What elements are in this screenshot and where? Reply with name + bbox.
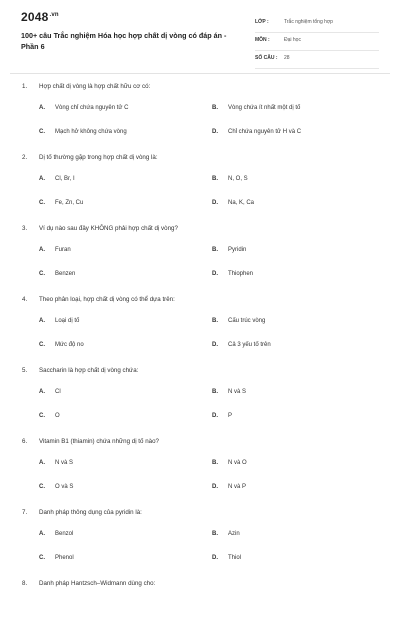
option-text: N và O: [228, 460, 247, 466]
answer-option-d[interactable]: [212, 484, 246, 490]
question-text: Saccharin là hợp chất dị vòng chứa:: [39, 367, 139, 374]
answer-option-a[interactable]: [39, 460, 73, 466]
option-letter: D.: [212, 413, 218, 419]
answer-option-d[interactable]: [212, 413, 232, 419]
question-item: [0, 500, 400, 571]
option-letter: C.: [39, 129, 45, 135]
option-letter: D.: [212, 555, 218, 561]
option-letter: B.: [212, 318, 218, 324]
answer-option-c[interactable]: [39, 129, 127, 135]
option-letter: C.: [39, 271, 45, 277]
option-letter: B.: [212, 105, 218, 111]
option-text: P: [228, 413, 233, 419]
meta-label: SỐ CÂU :: [255, 55, 278, 61]
option-text: Chỉ chứa nguyên tử H và C: [228, 129, 302, 135]
option-letter: B.: [212, 176, 218, 182]
question-number: 4.: [22, 296, 28, 303]
answer-option-d[interactable]: [212, 271, 253, 277]
option-text: O và S: [55, 484, 74, 490]
answer-option-b[interactable]: [212, 105, 300, 111]
option-text: Cl: [55, 389, 61, 395]
question-number: 7.: [22, 509, 28, 516]
option-text: N và S: [55, 460, 74, 466]
question-item: [0, 429, 400, 500]
option-letter: A.: [39, 531, 45, 537]
option-letter: B.: [212, 389, 218, 395]
option-text: Benzen: [55, 271, 76, 277]
logo-text: 2048: [21, 10, 49, 24]
option-letter: C.: [39, 555, 45, 561]
question-number: 6.: [22, 438, 28, 445]
meta-row-subject: [255, 34, 379, 51]
option-text: Thiophen: [228, 271, 254, 277]
question-text: Danh pháp Hantzsch–Widmann dùng cho:: [39, 580, 156, 587]
answer-option-a[interactable]: [39, 176, 75, 182]
answer-option-c[interactable]: [39, 200, 83, 206]
answer-option-b[interactable]: [212, 389, 246, 395]
option-text: Mức độ no: [55, 342, 84, 348]
option-letter: A.: [39, 176, 45, 182]
answer-option-d[interactable]: [212, 342, 271, 348]
option-text: O: [55, 413, 60, 419]
document-title: 100+ câu Trắc nghiệm Hóa học hợp chất dị vòng có đáp án - Phần 6: [21, 31, 227, 51]
answer-option-d[interactable]: [212, 200, 254, 206]
option-letter: C.: [39, 342, 45, 348]
meta-label: MÔN :: [255, 37, 270, 43]
option-letter: A.: [39, 389, 45, 395]
option-text: Phenol: [55, 555, 74, 561]
answer-option-b[interactable]: [212, 460, 247, 466]
question-text: Vitamin B1 (thiamin) chứa những dị tố nào?: [39, 438, 159, 445]
option-text: Benzol: [55, 531, 74, 537]
answer-option-c[interactable]: [39, 271, 75, 277]
option-text: Mạch hở không chứa vòng: [55, 129, 127, 135]
answer-option-a[interactable]: [39, 318, 79, 324]
logo-suffix: .vn: [49, 12, 59, 18]
option-letter: C.: [39, 200, 45, 206]
option-letter: A.: [39, 318, 45, 324]
answer-option-a[interactable]: [39, 389, 61, 395]
option-text: N và P: [228, 484, 247, 490]
answer-option-b[interactable]: [212, 176, 248, 182]
option-text: Pyridin: [228, 247, 247, 253]
question-list: [0, 74, 400, 642]
option-text: N, O, S: [228, 176, 248, 182]
option-text: Furan: [55, 247, 71, 253]
question-item: [0, 287, 400, 358]
option-text: Azin: [228, 531, 240, 537]
meta-value: Trắc nghiệm tổng hợp: [284, 19, 333, 25]
meta-value: 28: [284, 55, 290, 61]
meta-label: LỚP :: [255, 19, 269, 25]
question-text: Danh pháp thông dụng của pyridin là:: [39, 509, 142, 516]
question-number: 2.: [22, 154, 28, 161]
option-letter: A.: [39, 460, 45, 466]
option-text: Vòng chứa ít nhất một dị tố: [228, 105, 301, 111]
answer-option-a[interactable]: [39, 105, 128, 111]
answer-option-b[interactable]: [212, 531, 240, 537]
option-text: Vòng chỉ chứa nguyên tử C: [55, 105, 129, 111]
question-text: Theo phân loại, hợp chất dị vòng có thể dựa trên:: [39, 296, 175, 303]
answer-option-b[interactable]: [212, 318, 265, 324]
question-text: Hợp chất dị vòng là hợp chất hữu cơ có:: [39, 83, 151, 90]
answer-option-c[interactable]: [39, 413, 60, 419]
option-text: Fe, Zn, Cu: [55, 200, 84, 206]
meta-value: Đại học: [284, 37, 301, 43]
option-letter: C.: [39, 413, 45, 419]
question-item: [0, 358, 400, 429]
answer-option-c[interactable]: [39, 555, 74, 561]
option-letter: D.: [212, 484, 218, 490]
option-letter: B.: [212, 460, 218, 466]
answer-option-c[interactable]: [39, 342, 84, 348]
question-number: 5.: [22, 367, 28, 374]
answer-option-c[interactable]: [39, 484, 73, 490]
answer-option-a[interactable]: [39, 531, 73, 537]
question-number: 1.: [22, 83, 28, 90]
document-meta: [255, 16, 379, 70]
site-logo[interactable]: [21, 10, 59, 24]
option-text: Cấu trúc vòng: [228, 318, 266, 324]
question-item: [0, 216, 400, 287]
option-text: Cả 3 yếu tố trên: [228, 342, 271, 348]
option-text: Thiol: [228, 555, 242, 561]
question-text: Dị tố thường gặp trong hợp chất dị vòng là:: [39, 154, 158, 161]
option-letter: D.: [212, 342, 218, 348]
option-letter: D.: [212, 200, 218, 206]
option-letter: B.: [212, 531, 218, 537]
option-letter: A.: [39, 105, 45, 111]
meta-row-question-count: [255, 52, 379, 69]
option-letter: D.: [212, 129, 218, 135]
option-letter: D.: [212, 271, 218, 277]
question-text: Ví dụ nào sau đây KHÔNG phải hợp chất dị vòng?: [39, 225, 178, 232]
option-text: Loại dị tố: [55, 318, 80, 324]
answer-option-b[interactable]: [212, 247, 246, 253]
option-text: Na, K, Ca: [228, 200, 255, 206]
option-letter: A.: [39, 247, 45, 253]
meta-row-class: [255, 16, 379, 33]
question-number: 3.: [22, 225, 28, 232]
question-number: 8.: [22, 580, 28, 587]
answer-option-d[interactable]: [212, 129, 301, 135]
option-letter: B.: [212, 247, 218, 253]
question-item: [0, 145, 400, 216]
answer-option-d[interactable]: [212, 555, 241, 561]
option-text: N và S: [228, 389, 247, 395]
option-letter: C.: [39, 484, 45, 490]
option-text: Cl, Br, I: [55, 176, 75, 182]
question-item: [0, 74, 400, 145]
document-header: [0, 0, 400, 76]
answer-option-a[interactable]: [39, 247, 71, 253]
question-item: [0, 571, 400, 642]
